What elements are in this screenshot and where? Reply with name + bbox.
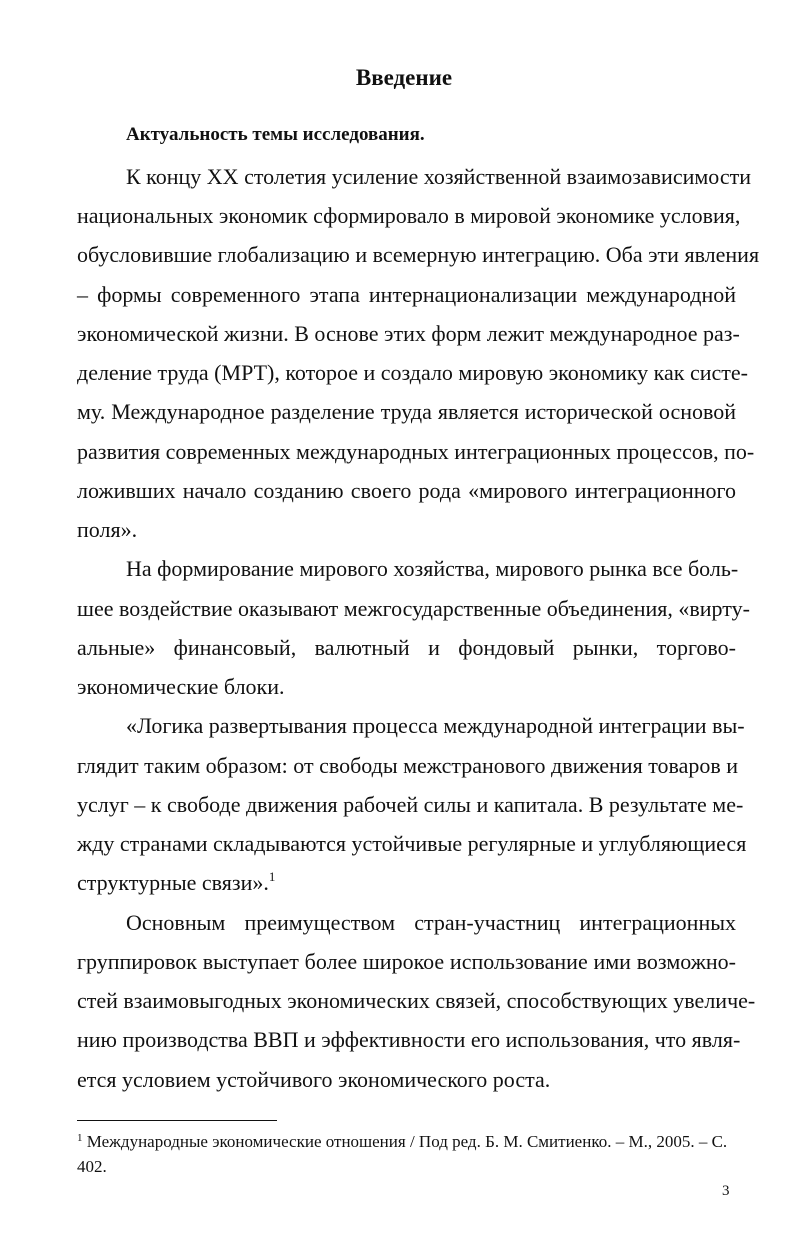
paragraph-line: К концу XX столетия усиление хозяйственной взаимозависимости: [126, 164, 751, 189]
paragraph-line: жду странами складываются устойчивые регулярные и углубляющиеся: [77, 831, 747, 856]
paragraph-line: поля».: [77, 517, 138, 542]
paragraph-line: – формы современного этапа интернационализации международной: [77, 282, 736, 307]
footnote-separator: [77, 1120, 277, 1121]
paragraph-line: деление труда (МРТ), которое и создало мировую экономику как систе-: [77, 360, 748, 385]
paragraph-line: ложивших начало созданию своего рода «мирового интеграционного: [77, 478, 736, 503]
footnote-reference[interactable]: 1: [268, 869, 276, 884]
footnote-line: Международные экономические отношения / Под ред. Б. М. Смитиенко. – М., 2005. – С.: [86, 1132, 728, 1151]
paragraph-line: экономической жизни. В основе этих форм лежит международное раз-: [77, 321, 740, 346]
paragraph-line: глядит таким образом: от свободы межстранового движения товаров и: [77, 753, 739, 778]
paragraph-line: группировок выступает более широкое использование ими возможно-: [77, 949, 736, 974]
page-title: Введение: [355, 65, 453, 90]
paragraph-line: развития современных международных интеграционных процессов, по-: [77, 439, 755, 464]
footnote-text: [77, 1129, 736, 1155]
paragraph-line: шее воздействие оказывают межгосударственные объединения, «вирту-: [77, 596, 750, 621]
section-subheading: Актуальность темы исследования.: [126, 124, 425, 145]
paragraph-line: му. Международное разделение труда является исторической основой: [77, 399, 736, 424]
paragraph-line: стей взаимовыгодных экономических связей, способствующих увеличе-: [77, 988, 756, 1013]
paragraph-line-text: структурные связи».: [77, 870, 269, 895]
paragraph-line: услуг – к свободе движения рабочей силы и капитала. В результате ме-: [77, 792, 744, 817]
paragraph-line: нию производства ВВП и эффективности его использования, что явля-: [77, 1027, 741, 1052]
footnote-line: 402.: [77, 1157, 107, 1176]
page-number: 3: [722, 1183, 730, 1199]
paragraph-line: На формирование мирового хозяйства, мирового рынка все боль-: [126, 556, 739, 581]
paragraph-line: национальных экономик сформировало в мировой экономике условия,: [77, 203, 741, 228]
paragraph-line: альные» финансовый, валютный и фондовый рынки, торгово-: [77, 635, 736, 660]
paragraph-line: [77, 863, 736, 903]
paragraph-line: Основным преимуществом стран-участниц интеграционных: [126, 910, 736, 935]
paragraph-line: ется условием устойчивого экономического роста.: [77, 1067, 551, 1092]
paragraph-line: обусловившие глобализацию и всемерную интеграцию. Оба эти явления: [77, 242, 760, 267]
paragraph-line: экономические блоки.: [77, 674, 285, 699]
footnote-marker: 1: [77, 1132, 83, 1144]
paragraph-line: «Логика развертывания процесса международной интеграции вы-: [126, 713, 745, 738]
